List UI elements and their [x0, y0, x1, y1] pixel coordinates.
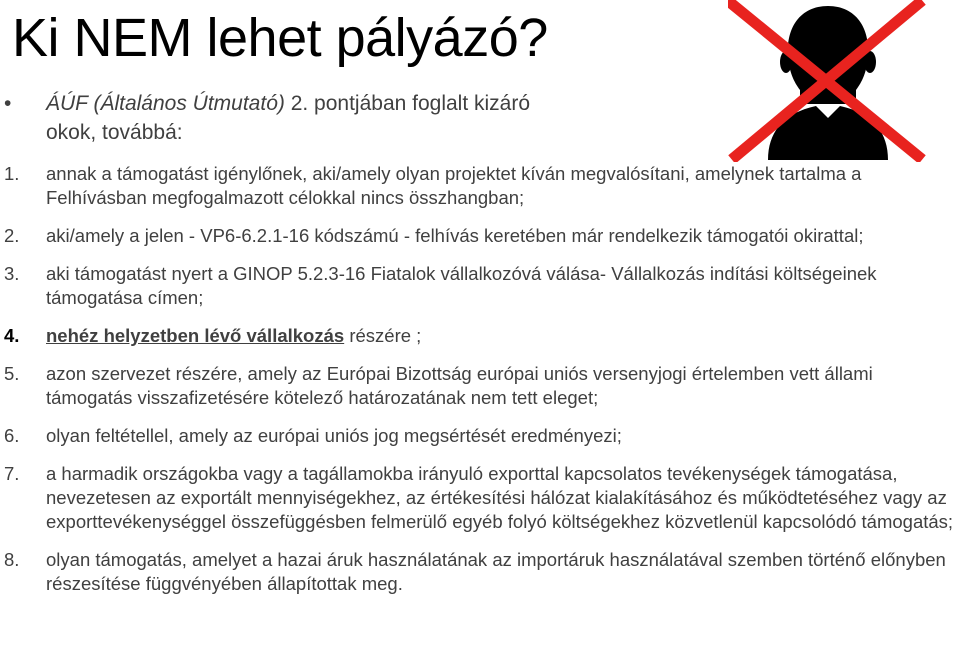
- bullet-dot-icon: •: [4, 92, 12, 115]
- list-item: 3. aki támogatást nyert a GINOP 5.2.3-16 Fiatalok vállalkozóvá válása- Vállalkozás indítási költségeinek támogatása címen;: [4, 263, 877, 308]
- intro-bullet: [4, 89, 704, 147]
- exclusion-list: [4, 162, 954, 610]
- list-item: 7. a harmadik országokba vagy a tagállamokba irányuló exporttal kapcsolatos tevékenységek támogatása, nevezetesen az exportált mennyiségekhez, az értékesítési hálózat kialakításához és működtetéséhez vagy az exporttevékenységgel összefüggésben felmerülő egyéb folyó költségekhez közvetlenül kapcsolódó támogatás;: [4, 463, 954, 532]
- intro-text-line2: okok, továbbá:: [46, 121, 183, 144]
- list-item: 8. olyan támogatás, amelyet a hazai áruk használatának az importáruk használatával szemben történő előnyben részesítése függvényében állapítottak meg.: [4, 549, 946, 594]
- list-item: 6. olyan feltétellel, amely az európai uniós jog megsértését eredményezi;: [4, 425, 622, 446]
- guide-reference: ÁÚF (Általános Útmutató): [46, 92, 285, 115]
- list-item: 1. annak a támogatást igénylőnek, aki/amely olyan projektet kíván megvalósítani, amelynek tartalma a Felhívásban megfogalmazott célokkal nincs összhangban;: [4, 163, 862, 208]
- list-item: 5. azon szervezet részére, amely az Európai Bizottság európai uniós versenyjogi értelemben vett állami támogatás visszafizetésére kötelező határozatának nem tett eleget;: [4, 363, 873, 408]
- crossed-out-person-illustration: [728, 0, 928, 162]
- list-item: 2. aki/amely a jelen - VP6-6.2.1-16 kódszámú - felhívás keretében már rendelkezik támogatói okirattal;: [4, 225, 864, 246]
- person-silhouette-icon: [728, 0, 928, 162]
- intro-text: 2. pontjában foglalt kizáró: [284, 92, 531, 115]
- list-item: 4. nehéz helyzetben lévő vállalkozás részére ;: [4, 325, 422, 346]
- difficulty-company-term: nehéz helyzetben lévő vállalkozás: [46, 325, 345, 346]
- page-title: Ki NEM lehet pályázó?: [12, 8, 548, 68]
